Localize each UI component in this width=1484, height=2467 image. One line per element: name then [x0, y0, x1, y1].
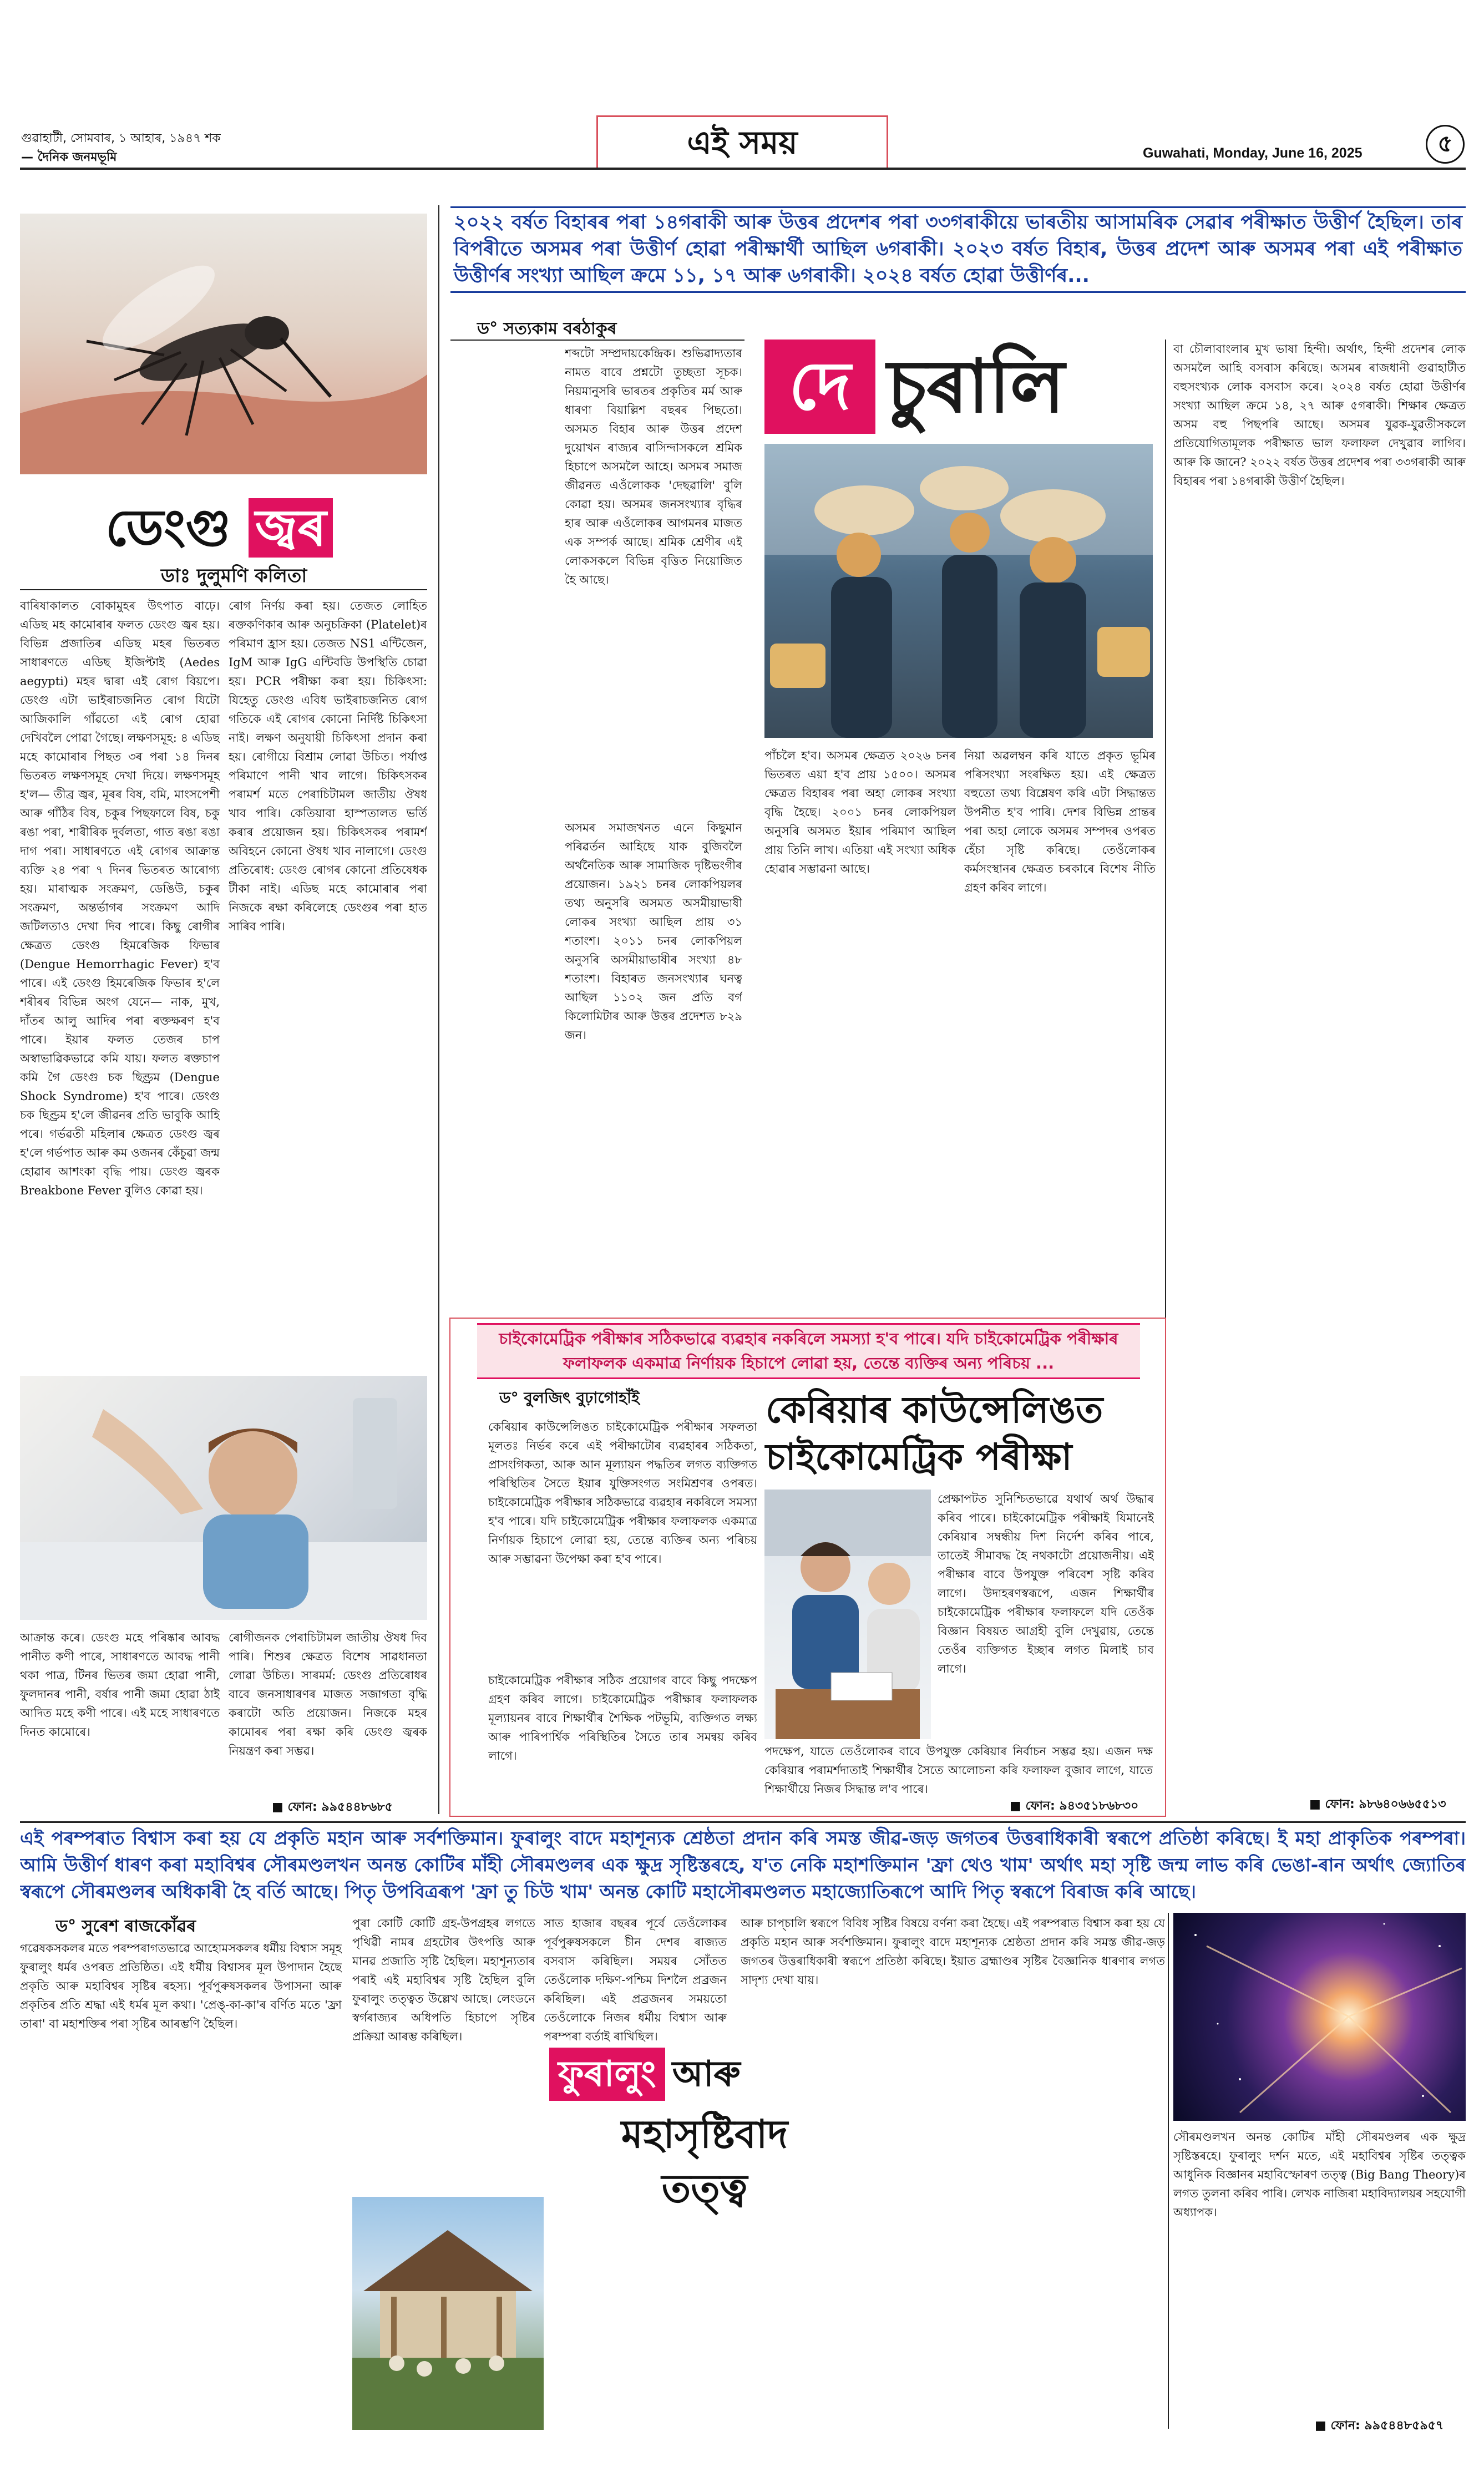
dengue-author-rule: [20, 589, 427, 590]
career-lead-box: [477, 1323, 1140, 1379]
career-phone: ■ ফোন: ৯৪৩৫১৮৬৮৩০: [1010, 1799, 1139, 1813]
header-left-brand: — দৈনিক জনমভূমি: [21, 150, 117, 164]
page-number: ৫: [1426, 125, 1465, 164]
dengue-right-rule: [438, 205, 439, 1814]
mosquito-photo: [20, 214, 427, 474]
deshkal-body-col5: বা চৌলাবাংলাৰ মুখ ভাষা হিন্দী। অৰ্থাৎ, হিন্দী প্ৰদেশৰ লোক অসমলৈ আহি বসবাস কৰিছে। অসমৰ ৰাজধানী গুৱাহাটীত বহুসংখ্যক লোক বসবাস কৰে। ২০২৪ বৰ্ষত হোৱা উত্তীৰ্ণৰ সংখ্যা আছিল ক্ৰমে ১৪, ২৭ আৰু ৫গৰাকী। শিক্ষাৰ ক্ষেত্ৰত অসম বহু পিছপৰি আছে। অসমৰ যুৱক-যুৱতীসকলে প্ৰতিযোগিতামূলক পৰীক্ষাত ভাল ফলাফল দেখুৱাব লাগিব। আৰু কি জানে? ২০২২ বৰ্ষত উত্তৰ প্ৰদেশৰ পৰা ৩৩গৰাকী আৰু বিহাৰৰ পৰা ১৪গৰাকী উত্তীৰ্ণ হৈছিল।: [1173, 342, 1466, 488]
dengue-phone: ■ ফোন: ৯৯৫৪৪৮৬৮৫: [272, 1800, 393, 1814]
furalung-body-col1: গৱেষকসকলৰ মতে পৰম্পৰাগতভাৱে আহোমসকলৰ ধৰ্মীয় বিশ্বাস সমূহ ফুৰালুং ধৰ্মৰ ওপৰত প্ৰতিষ্ঠিত। এই ধৰ্মীয় বিশ্বাসৰ মূল উপাদান হৈছে প্ৰকৃতি আৰু মহাবিশ্বৰ সৃষ্টিৰ ৰহস্য। পূৰ্বপুৰুষসকলৰ উপাসনা আৰু প্ৰকৃতিৰ প্ৰতি শ্ৰদ্ধা এই ধৰ্মৰ মূল কথা। 'প্ৰেঙ্‌-কা-কা'ৰ বৰ্ণিত মতে 'ফ্ৰা তাৰা' বা মহাশক্তিৰ পৰা সৃষ্টিৰ আৰম্ভণি হৈছিল।: [20, 1942, 342, 2030]
deshkal-author: ড° সত্যকাম বৰঠাকুৰ: [477, 319, 617, 338]
deshkal-lead: ২০২২ বৰ্ষত বিহাৰৰ পৰা ১৪গৰাকী আৰু উত্তৰ প্ৰদেশৰ পৰা ৩৩গৰাকীয়ে ভাৰতীয় আসামৰিক সেৱাৰ পৰীক্ষাত উত্তীৰ্ণ হৈছিল। তাৰ বিপৰীতে অসমৰ পৰা উত্তীৰ্ণ হোৱা পৰীক্ষাৰ্থী আছিল ৬গৰাকী। ২০২৩ বৰ্ষত বিহাৰ, উত্তৰ প্ৰদেশ আৰু অসমৰ পৰা এই পৰীক্ষাত উত্তীৰ্ণৰ সংখ্যা আছিল ক্ৰমে ১১, ১৭ আৰু ৬গৰাকী। ২০২৪ বৰ্ষত হোৱা উত্তীৰ্ণৰ...: [454, 211, 1462, 287]
masthead-title: এই সময়: [596, 115, 888, 170]
furalung-phone: ■ ফোন: ৯৯৫৪৪৮৫৯৫৭: [1315, 2419, 1444, 2433]
career-author: ড° বুলজিৎ বুঢ়াগোহাঁই: [499, 1389, 640, 1407]
deshkal-title-box: দে: [764, 340, 875, 434]
career-body-col2: চাইকোমেট্ৰিক পৰীক্ষাৰ সঠিক প্ৰয়োগৰ বাবে কিছু পদক্ষেপ গ্ৰহণ কৰিব লাগে। চাইকোমেট্ৰিক পৰীক্ষাৰ ফলাফলক মূল্যায়নৰ বাবে শিক্ষাৰ্থীৰ শৈক্ষিক পটভূমি, ব্যক্তিগত লক্ষ্য আৰু পাৰিপাৰ্শ্বিক পৰিস্থিতিৰ সৈতে তাৰ সমন্বয় কৰিব লাগে।: [488, 1674, 757, 1762]
deshkal-phone: ■ ফোন: ৯৮৬৪০৬৬৫৫১৩: [1309, 1797, 1446, 1811]
furalung-body-col4: আৰু চাপ্‌চালি স্বৰূপে বিবিধ সৃষ্টিৰ বিষয়ে বৰ্ণনা কৰা হৈছে। এই পৰম্পৰাত বিশ্বাস কৰা হয় যে প্ৰকৃতি মহান আৰু সৰ্বশক্তিমান। ফুৰালুং বাদে মহাশূন্যক শ্ৰেষ্ঠতা প্ৰদান কৰি সমস্ত জীৱ-জড় জগতৰ উত্তৰাধিকাৰী স্বৰূপে প্ৰতিষ্ঠা কৰিছে। ইয়াত ব্ৰহ্মাণ্ডৰ সৃষ্টিৰ বৈজ্ঞানিক ধাৰণাৰ লগত সাদৃশ্য দেখা যায়।: [741, 1917, 1165, 1987]
deshkal-author-rule: [450, 340, 744, 341]
dengue-author: ডাঃ দুলুমণি কলিতা: [161, 565, 307, 587]
career-body-col4: পদক্ষেপ, যাতে তেওঁলোকৰ বাবে উপযুক্ত কেৰিয়াৰ নিৰ্বাচন সম্ভৱ হয়। এজন দক্ষ কেৰিয়াৰ পৰামৰ্শদাতাই শিক্ষাৰ্থীৰ সৈতে আলোচনা কৰি ফলাফল বুজাব লাগে, যাতে শিক্ষাৰ্থীয়ে নিজৰ সিদ্ধান্ত ল'ব পাৰে।: [764, 1745, 1153, 1796]
dengue-body-col2: ৰোগ নিৰ্ণয় কৰা হয়। তেজত লোহিত ৰক্তকণিকাৰ আৰু অনুচক্ৰিকা (Platelet)ৰ পৰিমাণ হ্ৰাস হয়। তেজত NS1 এন্টিজেন, IgM আৰু IgG এন্টিবডি উপস্থিতি চোৱা হয়। PCR পৰীক্ষা কৰা হয়। চিকিৎসা: যিহেতু ডেংগু এবিধ ভাইৰাচজনিত ৰোগ গতিকে এই ৰোগৰ কোনো নিৰ্দিষ্ট চিকিৎসা নাই। লক্ষণ অনুযায়ী চিকিৎসা প্ৰদান কৰা হয়। ৰোগীয়ে বিশ্ৰাম লোৱা উচিত। পৰ্যাপ্ত পৰিমাণে পানী খাব লাগে। চিকিৎসকৰ পৰামৰ্শ মতে পেৰাচিটামল জাতীয় ঔষধ খাব পাৰি। কেতিয়াবা হাস্পতালত ভৰ্তি কৰাৰ প্ৰয়োজন হয়। চিকিৎসকৰ পৰামৰ্শ অবিহনে কোনো ঔষধ খাব নালাগে। ডেংগু প্ৰতিৰোধ: ডেংগু ৰোগৰ কোনো প্ৰতিষেধক টীকা নাই। এডিছ মহে কামোৰাৰ পৰা নিজকে ৰক্ষা কৰিলেহে ডেংগুৰ পৰা হাত সাৰিব পাৰি।: [229, 599, 427, 933]
furalung-title-and: আৰু: [672, 2054, 741, 2095]
deshkal-title-rest: চুৰালি: [887, 344, 1065, 429]
furalung-author: ড° সুৰেশ ৰাজকোঁৱৰ: [55, 1917, 196, 1936]
header-left-dateline: গুৱাহাটী, সোমবাৰ, ১ আহাৰ, ১৯৪৭ শক: [21, 131, 221, 145]
dengue-title-part2: জ্বৰ: [249, 498, 333, 558]
career-body-col1: কেৰিয়াৰ কাউন্সেলিঙত চাইকোমেট্ৰিক পৰীক্ষাৰ সফলতা মূলতঃ নিৰ্ভৰ কৰে এই পৰীক্ষাটোৰ ব্যৱহাৰৰ সঠিকতা, প্ৰাসংগিকতা, আৰু আন মূল্যায়ন পদ্ধতিৰ লগত ব্যক্তিগত পৰিস্থিতিৰ সৈতে ইয়াৰ যুক্তিসংগত সংমিশ্ৰণৰ ওপৰত। চাইকোমেট্ৰিক পৰীক্ষাৰ সঠিকভাৱে ব্যৱহাৰ নকৰিলে সমস্যা হ'ব পাৰে। যদি চাইকোমেট্ৰিক পৰীক্ষাৰ ফলাফলক একমাত্ৰ নিৰ্ণায়ক হিচাপে লোৱা হয়, তেন্তে ব্যক্তিৰ অন্য পৰিচয় আৰু সম্ভাৱনা উপেক্ষা কৰা হ'ব পাৰে।: [488, 1420, 757, 1566]
dengue-title: [105, 488, 333, 574]
furalung-title-line2: মহাসৃষ্টিবাদ: [621, 2111, 788, 2157]
dengue-body-col4: ৰোগীজনক পেৰাচিটামল জাতীয় ঔষধ দিব পাৰি। শিশুৰ ক্ষেত্ৰত বিশেষ সাৱধানতা লোৱা উচিত। সাৰমৰ্ম: ডেংগু প্ৰতিৰোধৰ বাবে জনসাধাৰণৰ মাজত সজাগতা বৃদ্ধি কৰাটো অতি প্ৰয়োজন। নিজকে মহৰ কামোৰৰ পৰা ৰক্ষা কৰি ডেংগু জ্বৰক নিয়ন্ত্ৰণ কৰা সম্ভৱ।: [229, 1631, 427, 1757]
deshkal-title: [764, 340, 1065, 439]
furalung-body-col3: সাত হাজাৰ বছৰৰ পূৰ্বে তেওঁলোকৰ পূৰ্বপুৰুষসকলে চীন দেশৰ ৰাজ্যত বসবাস কৰিছিল। সময়ৰ সোঁতত তেওঁলোক দক্ষিণ-পশ্চিম দিশলৈ প্ৰব্ৰজন কৰিছিল। এই প্ৰব্ৰজনৰ সময়তো তেওঁলোকে নিজৰ ধৰ্মীয় বিশ্বাস আৰু পৰম্পৰা বৰ্তাই ৰাখিছিল।: [544, 1917, 727, 2043]
deshkal-body-col3: পাঁচলৈ হ'ব। অসমৰ ক্ষেত্ৰত ২০২৬ চনৰ ভিতৰত এয়া হ'ব প্ৰায় ১৫০০। অসমৰ ক্ষেত্ৰত বিহাৰৰ পৰা অহা লোকৰ সংখ্যা বৃদ্ধি হৈছে। ২০০১ চনৰ লোকপিয়ল অনুসৰি অসমত ইয়াৰ পৰিমাণ আছিল প্ৰায় তিনি লাখ। এতিয়া এই সংখ্যা অধিক হোৱাৰ সম্ভাৱনা আছে।: [764, 749, 956, 875]
workers-photo: [764, 444, 1153, 738]
deshkal-lead-box: [450, 206, 1466, 293]
deshkal-body-col4: নিয়া অৱলম্বন কৰি যাতে প্ৰকৃত ভূমিৰ পৰিসংখ্যা সংৰক্ষিত হয়। এই ক্ষেত্ৰত বহুতো তথ্য বিশ্লেষণ কৰি এটা সিদ্ধান্তত উপনীত হ'ব পাৰি। দেশৰ বিভিন্ন প্ৰান্তৰ পৰা অহা লোকে অসমৰ সম্পদৰ ওপৰত হেঁচা সৃষ্টি কৰিছে। তেওঁলোকৰ কৰ্মসংস্থানৰ ক্ষেত্ৰত চৰকাৰে বিশেষ নীতি গ্ৰহণ কৰিব লাগে।: [964, 749, 1156, 894]
counselling-photo: [764, 1490, 931, 1739]
furalung-title-box: ফুৰালুং: [549, 2048, 665, 2101]
furalung-body-col2: পুৰা কোটি কোটি গ্ৰহ-উপগ্ৰহৰ লগতে পৃথিৱী নামৰ গ্ৰহটোৰ উৎপত্তি আৰু মানৱ প্ৰজাতি সৃষ্টি হৈছিল। মহাশূন্যতাৰ পৰাই এই মহাবিশ্বৰ সৃষ্টি হৈছিল বুলি ফুৰালুং তত্ত্বত উল্লেখ আছে। লেংডনে স্বৰ্গৰাজ্যৰ অধিপতি হিচাপে সৃষ্টিৰ প্ৰক্ৰিয়া আৰম্ভ কৰিছিল।: [352, 1917, 535, 2043]
dengue-body-col3: আক্ৰান্ত কৰে। ডেংগু মহে পৰিষ্কাৰ আবদ্ধ পানীত কণী পাৰে, সাধাৰণতে আবদ্ধ পানী থকা পাত্ৰ, টিনৰ ভিতৰ জমা হোৱা পানী, ফুলদানৰ পানী, বৰ্ষাৰ পানী জমা হোৱা ঠাই আদিত মহে কণী পাৰে। এই মহে সাধাৰণতে দিনত কামোৰে।: [20, 1631, 220, 1739]
header-right-date: Guwahati, Monday, June 16, 2025: [1143, 145, 1363, 161]
namghar-photo: [352, 2197, 544, 2430]
header-rule: [20, 168, 1466, 170]
career-lead: চাইকোমেট্ৰিক পৰীক্ষাৰ সঠিকভাৱে ব্যৱহাৰ নকৰিলে সমস্যা হ'ব পাৰে। যদি চাইকোমেট্ৰিক পৰীক্ষাৰ ফলাফলক একমাত্ৰ নিৰ্ণায়ক হিচাপে লোৱা হয়, তেন্তে ব্যক্তিৰ অন্য পৰিচয় ...: [499, 1329, 1118, 1372]
furalung-title-line3: তত্ত্ব: [661, 2166, 748, 2211]
furalung-col-rule: [1168, 1913, 1169, 2429]
deshkal-body-col2: অসমৰ সমাজখনত এনে কিছুমান পৰিৱৰ্তন আহিছে যাক বুজিবলৈ অৰ্থনৈতিক আৰু সামাজিক দৃষ্টিভংগীৰ প্ৰয়োজন। ১৯২১ চনৰ লোকপিয়লৰ তথ্য অনুসৰি অসমত অসমীয়াভাষী লোকৰ সংখ্যা আছিল প্ৰায় ৩১ শতাংশ। ২০১১ চনৰ লোকপিয়ল অনুসৰি অসমীয়াভাষীৰ সংখ্যা ৪৮ শতাংশ। বিহাৰত জনসংখ্যাৰ ঘনত্ব আছিল ১১০২ জন প্ৰতি বৰ্গ কিলোমিটাৰ আৰু উত্তৰ প্ৰদেশত ৮২৯ জন।: [565, 821, 742, 1042]
furalung-top-rule: [20, 1821, 1466, 1823]
galaxy-photo: [1173, 1913, 1466, 2121]
career-title-line2: চাইকোমেট্ৰিক পৰীক্ষা: [766, 1436, 1072, 1478]
career-body-col3: প্ৰেক্ষাপটত সুনিশ্চিতভাৱে যথাৰ্থ অৰ্থ উদ্ধাৰ কৰিব পাৰে। চাইকোমেট্ৰিক পৰীক্ষাই যিমানেই কেৰিয়াৰ সম্বন্ধীয় দিশ নিৰ্দেশ কৰিব পাৰে, তাতেই সীমাবদ্ধ হৈ নথকাটো প্ৰয়োজনীয়। এই পৰীক্ষাৰ বাবে উপযুক্ত পৰিবেশ সৃষ্টি কৰিব লাগে। উদাহৰণস্বৰূপে, এজন শিক্ষাৰ্থীৰ চাইকোমেট্ৰিক পৰীক্ষাৰ ফলাফলে যদি তেওঁক বিজ্ঞান বিষয়ত আগ্ৰহী বুলি দেখুৱায়, তেন্তে তেওঁৰ ব্যক্তিগত ইচ্ছাৰ লগত মিলাই চাব লাগে।: [938, 1492, 1154, 1675]
dengue-title-part1: ডেংগু: [105, 498, 231, 558]
furalung-body-col5: সৌৰমণ্ডলখন অনন্ত কোটিৰ মাঁহী সৌৰমণ্ডলৰ এক ক্ষুদ্ৰ সৃষ্টিস্তৰহে। ফুৰালুং দৰ্শন মতে, এই মহাবিশ্বৰ সৃষ্টিৰ তত্ত্বক আধুনিক বিজ্ঞানৰ মহাবিস্ফোৰণ তত্ত্ব (Big Bang Theory)ৰ লগত তুলনা কৰিব পাৰি। লেখক নাজিৰা মহাবিদ্যালয়ৰ সহযোগী অধ্যাপক।: [1173, 2130, 1466, 2219]
sick-child-photo: [20, 1376, 427, 1620]
dengue-body-col1: বাৰিষাকালত বোকামুহৰ উৎপাত বাঢ়ে। এডিছ মহ কামোৰাৰ ফলত ডেংগু জ্বৰ হয়। বিভিন্ন প্ৰজাতিৰ এডিছ মহৰ ভিতৰত সাধাৰণতে এডিছ ইজিপ্টাই (Aedes aegypti) মহৰ দ্বাৰা এই ৰোগ বিয়পে। ডেংগু এটা ভাইৰাচজনিত ৰোগ যিটো আজিকালি গাঁৱতো এই ৰোগ হোৱা দেখিবলৈ পোৱা গৈছে। লক্ষণসমূহ: ৪ এডিছ মহে কামোৰাৰ পিছত ৩ৰ পৰা ১৪ দিনৰ ভিতৰত লক্ষণসমূহ দেখা দিয়ে। লক্ষণসমূহ হ'ল— তীব্ৰ জ্বৰ, মূৰৰ বিষ, বমি, মাংসপেশী আৰু গাঁঠিৰ বিষ, চকুৰ পিছফালে বিষ, চকু ৰঙা পৰা, শাৰীৰিক দুৰ্বলতা, গাত ৰঙা ৰঙা দাগ পৰা। সাধাৰণতে এই ৰোগৰ আক্ৰান্ত ব্যক্তি ২৪ পৰা ৭ দিনৰ ভিতৰত আৰোগ্য হয়। মাৰাত্মক সংক্ৰমণ, ডেঙিউ, চকুৰ সংক্ৰমণ, অন্তৰ্ভাগৰ সংক্ৰমণ আদি জটিলতাও দেখা দিব পাৰে। কিছু ৰোগীৰ ক্ষেত্ৰত ডেংগু হিমৰেজিক ফিভাৰ (Dengue Hemorrhagic Fever) হ'ব পাৰে। এই ডেংগু হিমৰেজিক ফিভাৰ হ'লে শৰীৰৰ বিভিন্ন অংগ যেনে— নাক, মুখ, দাঁতৰ আলু আদিৰ পৰা ৰক্তক্ষৰণ হ'ব পাৰে। ইয়াৰ ফলত তেজৰ চাপ অস্বাভাৱিকভাৱে কমি যায়। ফলত ৰক্তচাপ কমি গৈ ডেংগু চক ছিণ্ড্ৰম (Dengue Shock Syndrome) হ'ব পাৰে। ডেংগু চক ছিণ্ড্ৰম হ'লে জীৱনৰ প্ৰতি ভাবুকি আহি পৰে। গৰ্ভৱতী মহিলাৰ ক্ষেত্ৰত ডেংগু জ্বৰ হ'লে গৰ্ভপাত আৰু কম ওজনৰ কেঁচুৱা জন্ম হোৱাৰ আশংকা বৃদ্ধি পায়। ডেংগু জ্বৰক Breakbone Fever বুলিও কোৱা হয়।: [20, 599, 220, 1197]
career-title-line1: কেৰিয়াৰ কাউন্সেলিঙত: [766, 1389, 1103, 1431]
furalung-lead: এই পৰম্পৰাত বিশ্বাস কৰা হয় যে প্ৰকৃতি মহান আৰু সৰ্বশক্তিমান। ফুৰালুং বাদে মহাশূন্যক শ্ৰেষ্ঠতা প্ৰদান কৰি সমস্ত জীৱ-জড় জগতৰ উত্তৰাধিকাৰী স্বৰূপে প্ৰতিষ্ঠা কৰিছে। ই মহা প্ৰাকৃতিক পৰম্পৰা। আমি উত্তীৰ্ণ ধাৰণ কৰা মহাবিশ্বৰ সৌৰমণ্ডলখন অনন্ত কোটিৰ মাঁহী সৌৰমণ্ডলৰ এক ক্ষুদ্ৰ সৃষ্টিস্তৰহে, য'ত নেকি মহাশক্তিমান 'ফ্ৰা থেও খাম' অৰ্থাৎ মহা সৃষ্টি জন্ম লাভ কৰি ভেঙা-ৰান অৰ্থাৎ জ্যোতিৰ স্বৰূপে সৌৰমণ্ডলৰ অধিকাৰী হৈ বৰ্তি আছে। পিতৃ উপবিত্ৰৰূপ 'ফ্ৰা তু চিউ খাম' অনন্ত কোটি মহাসৌৰমণ্ডলত মহাজ্যোতিৰূপে আদি পিতৃ স্বৰূপে বিৰাজ কৰি আছে।: [20, 1827, 1466, 1902]
deshkal-body-col1: শব্দটো সম্প্ৰদায়কেন্দ্ৰিক। শুভিৱাদ্যতাৰ নামত বাবে প্ৰশ্নটো তুচ্ছতা সূচক। নিয়মানুসৰি ভাৰতৰ প্ৰকৃতিৰ মৰ্ম আৰু ধাৰণা বিয়াল্লিশ বছৰৰ পিছতো। অসমত বিহাৰ আৰু উত্তৰ প্ৰদেশ দুয়োখন ৰাজ্যৰ বাসিন্দাসকলে শ্ৰমিক হিচাপে অসমলৈ আহে। অসমৰ সমাজ জীৱনত এওঁলোকক 'দেছৱালি' বুলি কোৱা হয়। অসমৰ জনসংখ্যাৰ বৃদ্ধিৰ হাৰ আৰু এওঁলোকৰ আগমনৰ মাজত এক সম্পৰ্ক আছে। শ্ৰমিক শ্ৰেণীৰ এই লোকসকলে বিভিন্ন বৃত্তিত নিয়োজিত হৈ আছে।: [565, 347, 742, 586]
